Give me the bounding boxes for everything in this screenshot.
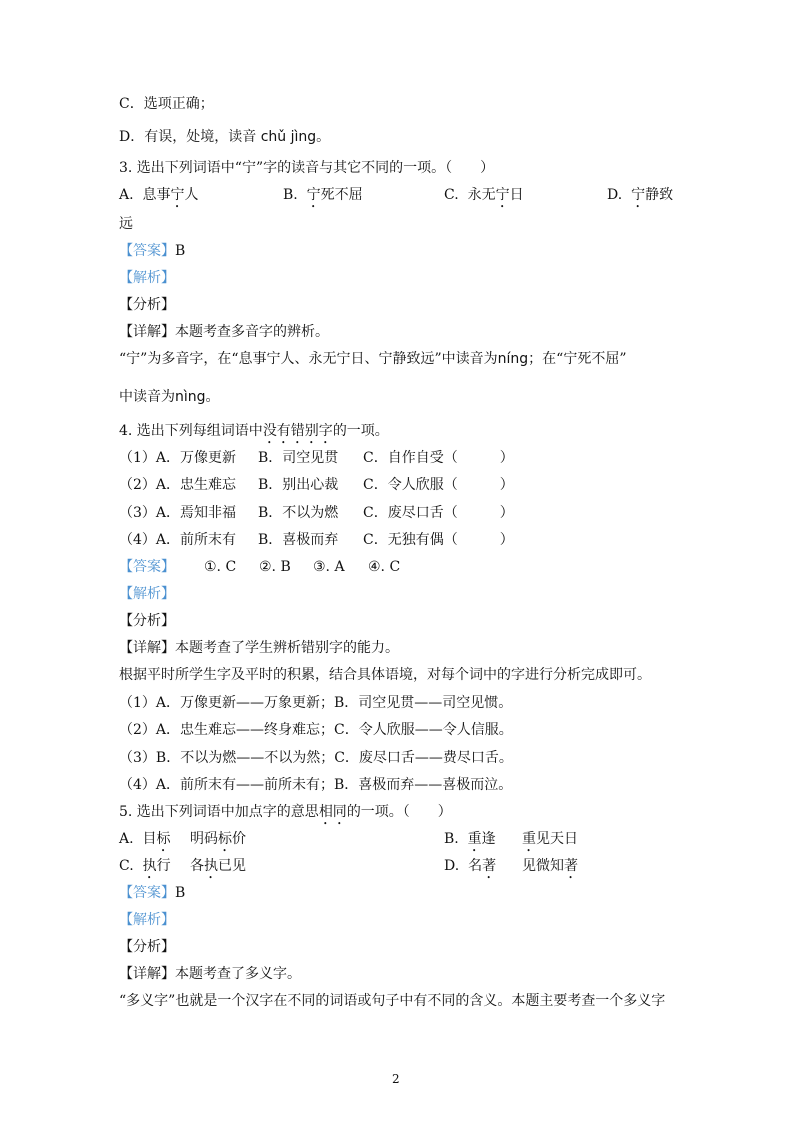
- explain-line: [119, 350, 627, 368]
- option: [444, 186, 524, 211]
- group-row: [363, 476, 514, 494]
- detail-line: [119, 639, 399, 657]
- text: 价: [232, 831, 246, 847]
- option: [444, 857, 496, 882]
- option-word2: [522, 857, 578, 882]
- explain-line: [119, 388, 220, 406]
- analysis-tag: 【解析】: [119, 586, 175, 602]
- option: [119, 186, 198, 211]
- dotted-char: 标: [156, 831, 171, 847]
- group-row: [363, 531, 514, 549]
- option-b: B．司空见贯: [258, 450, 339, 466]
- detail-tag: 【详解】: [119, 324, 175, 340]
- text: 。: [205, 389, 220, 405]
- text: 逢: [481, 831, 496, 847]
- text: 明码: [190, 831, 218, 847]
- fenxi-tag: 【分析】: [119, 939, 175, 955]
- text: 5. 选出下列词语中加点字的意思: [119, 804, 319, 820]
- option-c: C．自作自受（ ）: [363, 450, 514, 466]
- option-label: C.: [444, 187, 459, 203]
- group-row: [119, 531, 236, 549]
- option-a: （4）A．前所末有: [119, 531, 237, 548]
- detail: 本题考查了学生辨析错别字的能力。: [175, 640, 399, 656]
- correction-line: （1）A．万像更新——万象更新；B．司空见贯——司空见惯。: [119, 695, 513, 711]
- text: 永无: [467, 187, 496, 203]
- text: 静致: [645, 187, 674, 203]
- text: 名: [468, 858, 483, 874]
- text: 见微知: [522, 858, 564, 874]
- option-label: B.: [283, 187, 298, 203]
- text: 死不屈: [320, 187, 363, 203]
- text: 的一项。（ ）: [346, 804, 452, 820]
- answer-item: ①. C: [204, 559, 237, 575]
- question-4-stem: [119, 422, 389, 447]
- answer: B: [175, 885, 186, 901]
- text: 人: [184, 187, 199, 203]
- page-number: 2: [392, 1072, 400, 1086]
- option-c: C．无独有偶（ ）: [363, 531, 514, 548]
- option-label: A.: [119, 831, 134, 847]
- text: 息事: [142, 187, 171, 203]
- text: 。: [316, 129, 331, 145]
- text: 行: [156, 858, 171, 874]
- option-a: （1）A．万像更新: [119, 450, 237, 466]
- answer-item: ②. B: [259, 559, 291, 575]
- answer-line: [119, 242, 185, 260]
- dotted-char: 重: [522, 831, 536, 847]
- group-row: [258, 504, 338, 522]
- answer-tag: 【答案】: [119, 243, 175, 259]
- dotted-char: 执: [204, 858, 218, 874]
- text: 中读音为: [119, 389, 175, 405]
- option-word2: [522, 830, 578, 855]
- correction-line: （3）B．不以为燃——不以为然；C．废尽口舌——费尽口舌。: [119, 749, 513, 766]
- answer-tag: 【答案】: [119, 559, 175, 575]
- text: D．有误，处境，读音: [119, 129, 261, 145]
- option-c: C．令人欣服（ ）: [363, 477, 514, 494]
- detail-tag: 【详解】: [119, 640, 175, 656]
- option-wrap: 远: [119, 216, 133, 232]
- dotted-char: 执: [142, 858, 157, 874]
- dotted-char: 著: [482, 858, 497, 874]
- group-row: [363, 504, 514, 522]
- option-label: D.: [607, 187, 623, 203]
- answer-item: ③. A: [313, 559, 345, 575]
- correction-line: （2）A．忠生难忘——终身难忘；C．令人欣服——令人信服。: [119, 722, 513, 739]
- option: [444, 830, 496, 855]
- dotted-char: 宁: [495, 187, 510, 203]
- answer: B: [175, 243, 186, 259]
- fenxi-tag: 【分析】: [119, 613, 175, 629]
- dotted-char: 标: [218, 831, 232, 847]
- text: 已见: [218, 858, 246, 874]
- group-row: [258, 531, 338, 549]
- detail: 本题考查了多义字。: [175, 966, 301, 982]
- option-d-note: [119, 128, 330, 146]
- text: 各: [190, 858, 204, 874]
- text: 日: [509, 187, 524, 203]
- detail: 本题考查多音字的辨析。: [175, 324, 329, 340]
- text: 目: [142, 831, 157, 847]
- option-word2: [190, 830, 246, 855]
- fenxi-tag: 【分析】: [119, 297, 175, 313]
- option-word2: [190, 857, 246, 882]
- detail-tag: 【详解】: [119, 966, 175, 982]
- group-row: [363, 449, 514, 467]
- pinyin: nìng: [175, 389, 206, 405]
- detail-line: [119, 965, 301, 983]
- option-b: B．喜极而弃: [258, 531, 339, 548]
- option-label: D.: [444, 858, 460, 874]
- option-a: （2）A．忠生难忘: [119, 477, 237, 494]
- group-row: [119, 449, 236, 467]
- text: ；在“宁死不屈”: [528, 351, 627, 367]
- pinyin: níng: [497, 351, 529, 367]
- dotted-char: 宁: [170, 187, 185, 203]
- option-c-note: C．选项正确；: [119, 96, 214, 112]
- dotted-text: 没有错别字: [262, 423, 333, 439]
- answer-item: ④. C: [368, 559, 401, 575]
- option-c: C．废尽口舌（ ）: [363, 504, 514, 521]
- explain-line: 根据平时所学生字及平时的积累，结合具体语境，对每个词中的字进行分析完成即可。: [119, 667, 651, 683]
- option-b: B．别出心裁: [258, 477, 339, 494]
- pinyin: chǔ jìng: [260, 129, 317, 145]
- group-row: [258, 476, 338, 494]
- answer-line: [119, 558, 401, 576]
- dotted-char: 宁: [306, 187, 321, 203]
- text: 见天日: [536, 831, 578, 847]
- option: [119, 830, 170, 855]
- group-row: [258, 449, 338, 467]
- explain-line: “多义字”也就是一个汉字在不同的词语或句子中有不同的含义。本题主要考查一个多义字: [119, 993, 666, 1009]
- correction-line: （4）A．前所末有——前所未有；B．喜极而弃——喜极而泣。: [119, 776, 513, 793]
- answer-tag: 【答案】: [119, 885, 175, 901]
- text: “宁”为多音字，在“息事宁人、永无宁日、宁静致远”中读音为: [119, 351, 498, 367]
- question-5-stem: [119, 803, 452, 828]
- option: [283, 186, 363, 211]
- text: 4. 选出下列每组词语中: [119, 423, 263, 439]
- group-row: [119, 476, 236, 494]
- dotted-char: 著: [564, 858, 578, 874]
- option-label: B.: [444, 831, 459, 847]
- dotted-char: 重: [467, 831, 482, 847]
- answer-line: [119, 884, 185, 902]
- dotted-text: 相同: [318, 804, 347, 820]
- detail-line: [119, 323, 329, 341]
- text: 的一项。: [332, 423, 389, 439]
- analysis-tag: 【解析】: [119, 912, 175, 928]
- option-a: （3）A．焉知非福: [119, 504, 237, 521]
- group-row: [119, 504, 236, 522]
- dotted-char: 宁: [631, 187, 646, 203]
- analysis-tag: 【解析】: [119, 270, 175, 286]
- option-label: C.: [119, 858, 134, 874]
- question-3-stem: 3. 选出下列词语中“宁”字的读音与其它不同的一项。（ ）: [119, 160, 495, 176]
- option: [607, 186, 673, 211]
- option-b: B．不以为燃: [258, 504, 339, 521]
- option-label: A.: [119, 187, 134, 203]
- option: [119, 857, 171, 882]
